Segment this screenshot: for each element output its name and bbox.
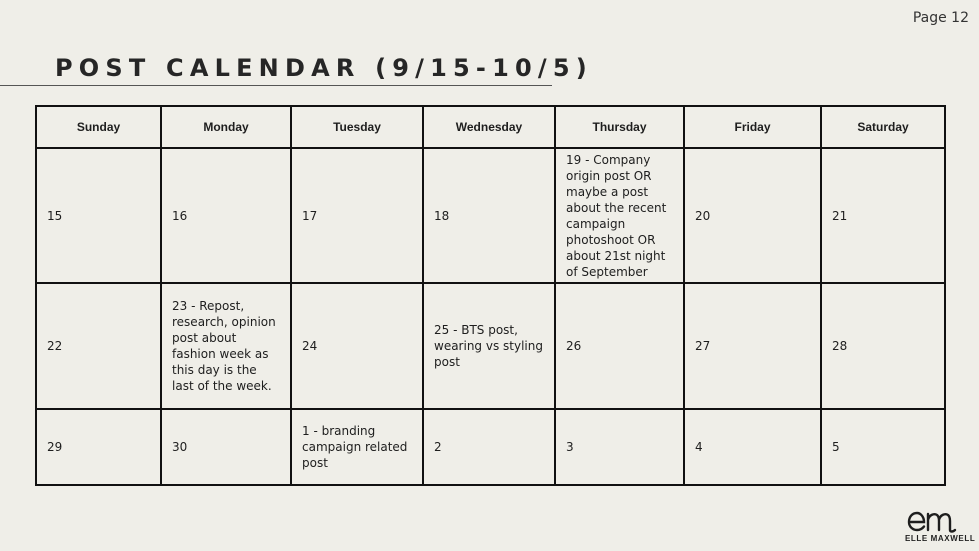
calendar-day-cell: 1 - branding campaign related post	[291, 409, 423, 485]
calendar-day-cell: 28	[821, 283, 945, 409]
calendar-header-row	[36, 106, 945, 148]
calendar-day-cell: 24	[291, 283, 423, 409]
page-number: Page 12	[912, 10, 969, 26]
calendar-day-cell: 15	[36, 148, 161, 283]
calendar-day-cell: 20	[684, 148, 821, 283]
calendar-day-cell: 16	[161, 148, 291, 283]
day-header-friday: Friday	[684, 106, 821, 148]
calendar-day-cell: 30	[161, 409, 291, 485]
day-header-wednesday: Wednesday	[423, 106, 555, 148]
day-header-monday: Monday	[161, 106, 291, 148]
day-header-tuesday: Tuesday	[291, 106, 423, 148]
calendar-week-row	[36, 148, 945, 283]
calendar-day-cell: 26	[555, 283, 684, 409]
calendar-day-cell: 4	[684, 409, 821, 485]
calendar-day-cell: 27	[684, 283, 821, 409]
day-header-saturday: Saturday	[821, 106, 945, 148]
title-underline	[0, 85, 552, 86]
elle-maxwell-logo	[905, 507, 976, 543]
calendar-day-cell: 19 - Company origin post OR maybe a post about the recent campaign photoshoot OR about 21st night of September	[555, 148, 684, 283]
calendar-day-cell: 3	[555, 409, 684, 485]
em-monogram-icon	[906, 507, 968, 533]
calendar-day-cell: 23 - Repost, research, opinion post about fashion week as this day is the last of the week.	[161, 283, 291, 409]
calendar-day-cell: 21	[821, 148, 945, 283]
calendar-week-row	[36, 409, 945, 485]
calendar-day-cell: 2	[423, 409, 555, 485]
calendar-day-cell: 25 - BTS post, wearing vs styling post	[423, 283, 555, 409]
calendar-week-row	[36, 283, 945, 409]
post-calendar-table	[35, 105, 946, 486]
day-header-thursday: Thursday	[555, 106, 684, 148]
day-header-sunday: Sunday	[36, 106, 161, 148]
calendar-day-cell: 22	[36, 283, 161, 409]
calendar-day-cell: 17	[291, 148, 423, 283]
calendar-day-cell: 5	[821, 409, 945, 485]
calendar-day-cell: 29	[36, 409, 161, 485]
page-title: POST CALENDAR (9/15-10/5)	[55, 54, 593, 82]
logo-brand-name: ELLE MAXWELL	[905, 534, 976, 543]
calendar-day-cell: 18	[423, 148, 555, 283]
